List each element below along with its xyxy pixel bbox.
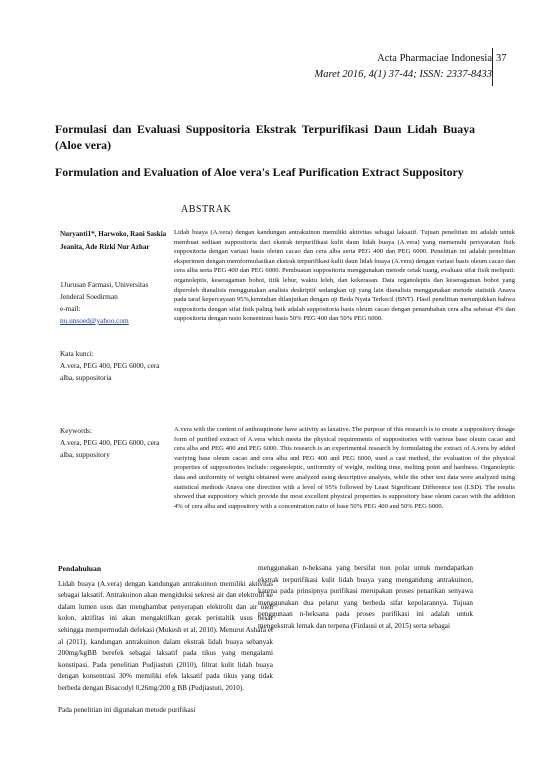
affiliation: 1Jurusan Farmasi, Universitas Jenderal Soedirman — [60, 280, 149, 301]
keywords-en-block — [60, 425, 172, 461]
keywords-id: A.vera, PEG 400, PEG 6000, cera alba, suppositoria — [60, 361, 160, 382]
email-label: e-mail: — [60, 304, 81, 313]
affiliation-block — [60, 279, 172, 327]
journal-name: Acta Pharmaciae Indonesia — [377, 53, 492, 64]
title-english: Formulation and Evaluation of Aloe vera's Leaf Purification Extract Suppository — [55, 165, 464, 179]
issue-info: Maret 2016, 4(1) 37-44; ISSN: 2337-8433 — [314, 69, 492, 80]
keywords-id-label: Kata kunci: — [60, 349, 94, 358]
keywords-en: A.vera, PEG 400, PEG 6000, cera alba, suppository — [60, 438, 160, 459]
authors: Nuryanti1*, Harwoko, Rani Saskia Jeanita, Ade Rizki Nur Azhar — [60, 230, 167, 251]
keywords-id-block — [60, 348, 172, 384]
abstract-heading: ABSTRAK — [181, 204, 232, 215]
keywords-en-label: Keywords: — [60, 426, 93, 435]
page-number: 37 — [496, 53, 507, 64]
intro-paragraph-1: Lidah buaya (A.vera) dengan kandungan antrakuinon memiliki aktivitas sebagai laksatif. Antrakuinon akan mengiduksi sekresi air dan elektrolit ke dalam lumen usus dan menghambat penyerapan elektrolit dan air oleh kolon, aktifitas ini akan mengaktifkan gerak peristaltik usus besar sehingga mempermudah defekasi (Mukesh et al, 2010). Menurut Ashafa et al (2011), kandungan antrakuinon dalam ekstrak lidah buaya sebanyak 200mg/kgBB berefek sebagai laksatif pada tikus yang mengalami konstipasi. Pada penelitian Pudjiastuti (2010), filtrat kulit lidah buaya dengan konsentrasi 30% memiliki efek laksatif pada tikus yang tidak berbeda dengan Bisacodyl 0,26mg/200 g BB (Pudjiastuti, 2010). — [58, 579, 273, 692]
journal-header — [314, 51, 492, 83]
title-indonesian: Formulasi dan Evaluasi Suppositoria Ekstrak Terpurifikasi Daun Lidah Buaya (Aloe vera) — [55, 122, 475, 152]
email-link[interactable]: nu.unsoed@yahoo.com — [60, 316, 129, 325]
right-paragraph-1: menggunakan n-heksana yang bersifat non polar untuk mendapatkan ekstrak terpurifikasi kulit lidah buaya yang mengandung antrakuinon, karena pada prinsipnya purifikasi merupakan proses penarikan senyawa menggunakan dua pelarut yang berbeda sifat kepolarannya. Tujuan penggunaan n-heksana pada proses purifikasi ini adalah untuk mengekstrak lemak dan terpena (Firdausi et al, 2015) serta sebagai — [258, 564, 473, 630]
intro-paragraph-2: Pada penelitian ini digunakan metode purifikasi — [58, 705, 196, 714]
abstract-english: A.vera with the content of anthraquinone have activity as laxative. The purpose of this research is to create a suppository dosage form of purified extract of A.vera which meets the physical requirements of suppositories with various base oleum cacao and cera alba and PEG 400 and PEG 6000. This research is an experimental research by formulating the extract of A.vera by added variying base oleum cacao and cera alba and PEG 400 and PEG 6000, used a cast method, the evaluation of the physical properties of suppositories include: organoleptic, uniformity of weight, melting time, melting point and hardness. Organoleptic data and uniformity of weight obtained were analyzed using descriptive analysis, while the other test data were analyzed using statistical methods Anava one direction with a level of 95% followed by Least Significant Difference test (LSD). The results showed that suppository which provide the most excellent physical properties is suppository base oleum cacao with the addition 4% of cera alba and suppository with a concentration ratio of base 50% PEG 400 and 50% PEG 6000. — [174, 426, 515, 510]
section-heading: Pendahuluan — [58, 564, 102, 573]
abstract-indonesian: Lidah buaya (A.vera) dengan kandungan antrakuinon memiliki aktivitas sebagai laksatif. Tujuan penelitian ini adalah untuk membuat sediaan suppositoria dari ekstrak terpurifikasi kulit daun lidah buaya (A.vera) yang memenuhi persyaratan fisik suppositoria dengan variasi basis oleum cacao dan cera alba serta PEG 400 dan PEG 6000. Penelitian ini adalah penelitian eksperimen dengan memformulasikan ekstrak terpurifikasi kulit daun lidah buaya (A.vera) dengan variasi basis oleum cacao dan cera alba serta PEG 400 dan PEG 6000. Pembuatan suppositoria menggunakan metode cetak tuang, evaluasi sifat fisik meliputi: organoleptis, keseragaman bobot, titik lebur, waktu leleh, dan kekerasan. Data organoleptis dan keseragaman bobot yang diperoleh dianalisis menggunakan analisis deskriptif sedangkan uji yang lain dianalisis menggunakan metode statistik Anava pada taraf kepercayaan 95%,kemudian dilanjutkan dengan uji Beda Nyata Terkecil (BNT). Hasil penelitian menunjukkan bahwa suppositoria dengan sifat fisik paling baik adalah suppositoria basis oleum cacao dengan penambahan cera alba sebesar 4% dan suppositoria dengan rasio konsentrasi basis 50% PEG 400 dan 50% PEG 6000. — [174, 229, 515, 323]
left-column — [58, 563, 273, 726]
right-column — [258, 563, 473, 643]
header-divider — [492, 48, 493, 86]
